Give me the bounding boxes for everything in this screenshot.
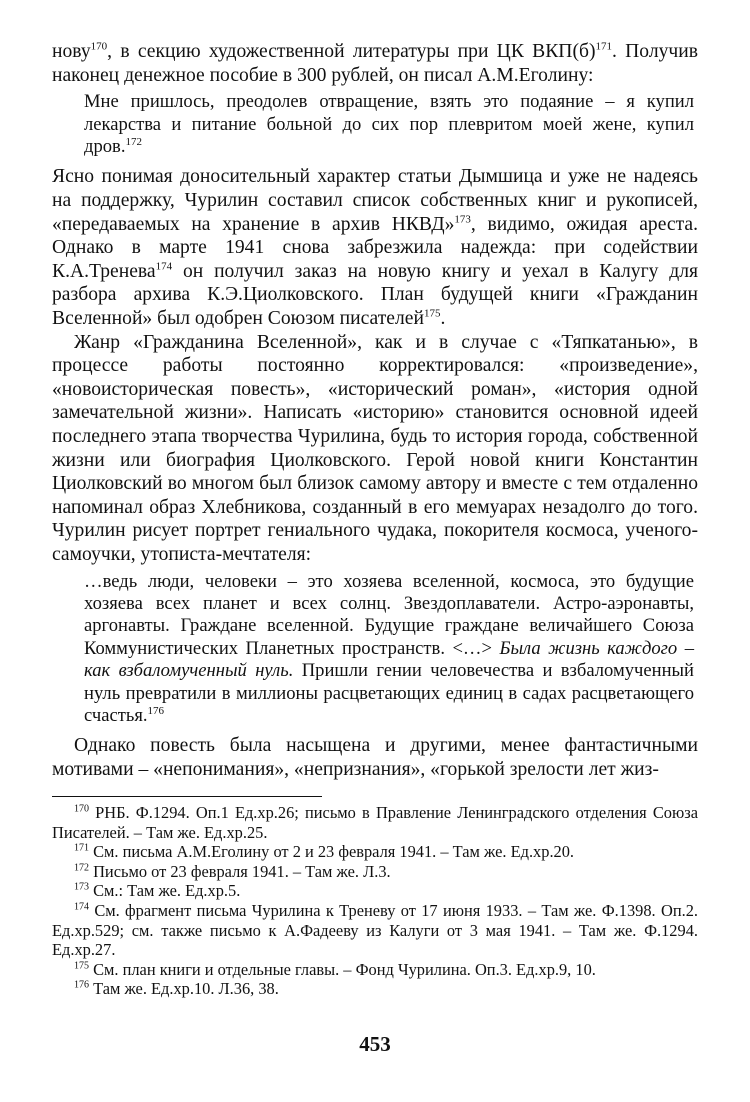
footnote-175 xyxy=(52,960,698,980)
footnote-171 xyxy=(52,842,698,862)
quote-text: Мне пришлось, преодолев отвращение, взять это подаяние – я купил лекарства и питание больной до сих пор плевритом моей жене, купил дров. xyxy=(84,91,694,157)
footnote-separator xyxy=(52,796,322,797)
footnote-text: См. письма А.М.Еголину от 2 и 23 февраля 1941. – Там же. Ед.хр.20. xyxy=(89,842,575,862)
quote-text: …ведь люди, человеки – это хозяева вселенной, космоса, это будущие хозяева всех планет и всех солнц. Звездоплаватели. Астро-аэронавты, аргонавты. Граждане вселенной. Будущие граждане величайшего Союза Коммунистических Планетных пространств. <…> xyxy=(84,570,694,659)
footnote-ref-173[interactable]: 173 xyxy=(454,213,471,226)
text-run: , видимо, ожидая ареста. Однако в марте 1941 снова забрезжила надежда: при содействии К.А.Тренева xyxy=(52,213,698,282)
footnote-text: См. фрагмент письма Чурилина к Треневу от 17 июня 1933. – Там же. Ф.1398. Оп.2. Ед.хр.529; см. также письмо к А.Фадееву из Калуги от 3 мая 1941. – Там же. Ф.1294. Ед.хр.27. xyxy=(52,900,698,960)
text-run: нову xyxy=(52,41,91,62)
main-text xyxy=(52,40,698,782)
text-run: , в секцию художественной литературы при ЦК ВКП(б) xyxy=(107,41,596,62)
footnote-number: 170 xyxy=(74,803,89,815)
block-quote-1 xyxy=(52,91,698,158)
footnote-number: 171 xyxy=(74,842,89,854)
footnote-text: См. план книги и отдельные главы. – Фонд Чурилина. Оп.3. Ед.хр.9, 10. xyxy=(89,959,596,979)
footnote-number: 176 xyxy=(74,979,89,991)
footnote-172 xyxy=(52,862,698,882)
footnote-174 xyxy=(52,901,698,960)
footnote-ref-175[interactable]: 175 xyxy=(423,307,441,320)
paragraph-4: Однако повесть была насыщена и другими, менее фантастичными мотивами – «непонимания», «непризнания», «горькой зрелости лет жиз- xyxy=(52,735,698,780)
footnote-text: Письмо от 23 февраля 1941. – Там же. Л.3. xyxy=(89,861,391,881)
footnote-text: РНБ. Ф.1294. Оп.1 Ед.хр.26; письмо в Правление Ленинградского отделения Союза Писателей. – Там же. Ед.хр.25. xyxy=(52,803,698,842)
paragraph-2 xyxy=(52,165,698,330)
block-quote-2 xyxy=(52,571,698,728)
footnote-176 xyxy=(52,979,698,999)
footnote-ref-176[interactable]: 176 xyxy=(147,704,165,717)
footnote-ref-174[interactable]: 174 xyxy=(155,260,173,273)
footnote-number: 174 xyxy=(74,901,89,913)
footnote-text: См.: Там же. Ед.хр.5. xyxy=(89,881,241,901)
text-run: . xyxy=(440,307,446,329)
text-run: он получил заказ на новую книгу и уехал в Калугу для разбора архива К.Э.Циолковского. План будущей книги «Гражданин Вселенной» был одобрен Союзом писателей xyxy=(52,260,698,329)
footnote-173 xyxy=(52,881,698,901)
paragraph-3: Жанр «Гражданина Вселенной», как и в случае с «Тяпкатанью», в процессе работы постоянно корректировался: «произведение», «новоисторическая повесть», «исторический роман», «история одной замечательной жизни». Написать «историю» становится основной идеей последнего этапа творчества Чурилина, будь то история города, собственной жизни или биография Циолковского. Герой новой книги Константин Циолковский во многом был близок самому автору и вместе с тем отдаленно напоминал образ Хлебникова, созданный в его мемуарах незадолго до того. Чурилин рисует портрет гениального чудака, покорителя космоса, ученого-самоучки, утописта-мечтателя: xyxy=(52,331,698,565)
footnote-number: 172 xyxy=(74,862,89,874)
footnotes xyxy=(52,803,698,999)
footnote-170 xyxy=(52,803,698,842)
page-number: 453 xyxy=(359,1032,391,1056)
footnote-number: 175 xyxy=(74,960,89,972)
text-run: . Получив наконец денежное пособие в 300 рублей, он писал А.М.Еголину: xyxy=(52,41,698,86)
text-run: Ясно понимая доносительный характер статьи Дымшица и уже не надеясь на поддержку, Чурилин составил список собственных книг и рукописей, «передаваемых на хранение в архив НКВД» xyxy=(52,166,698,235)
quote-italic-text: Была жизнь каждого – как взбаломученный нуль. xyxy=(84,637,695,682)
footnote-ref-171[interactable]: 171 xyxy=(595,40,612,53)
footnote-number: 173 xyxy=(74,881,89,893)
footnote-ref-170[interactable]: 170 xyxy=(90,40,108,53)
quote-text: Пришли гении человечества и взбаломученный нуль превратили в миллионы расцветающих единиц в садах расцветающего счастья. xyxy=(84,660,694,726)
footnote-text: Там же. Ед.хр.10. Л.36, 38. xyxy=(89,979,279,999)
footnote-ref-172[interactable]: 172 xyxy=(125,135,142,148)
paragraph-1 xyxy=(52,40,698,87)
